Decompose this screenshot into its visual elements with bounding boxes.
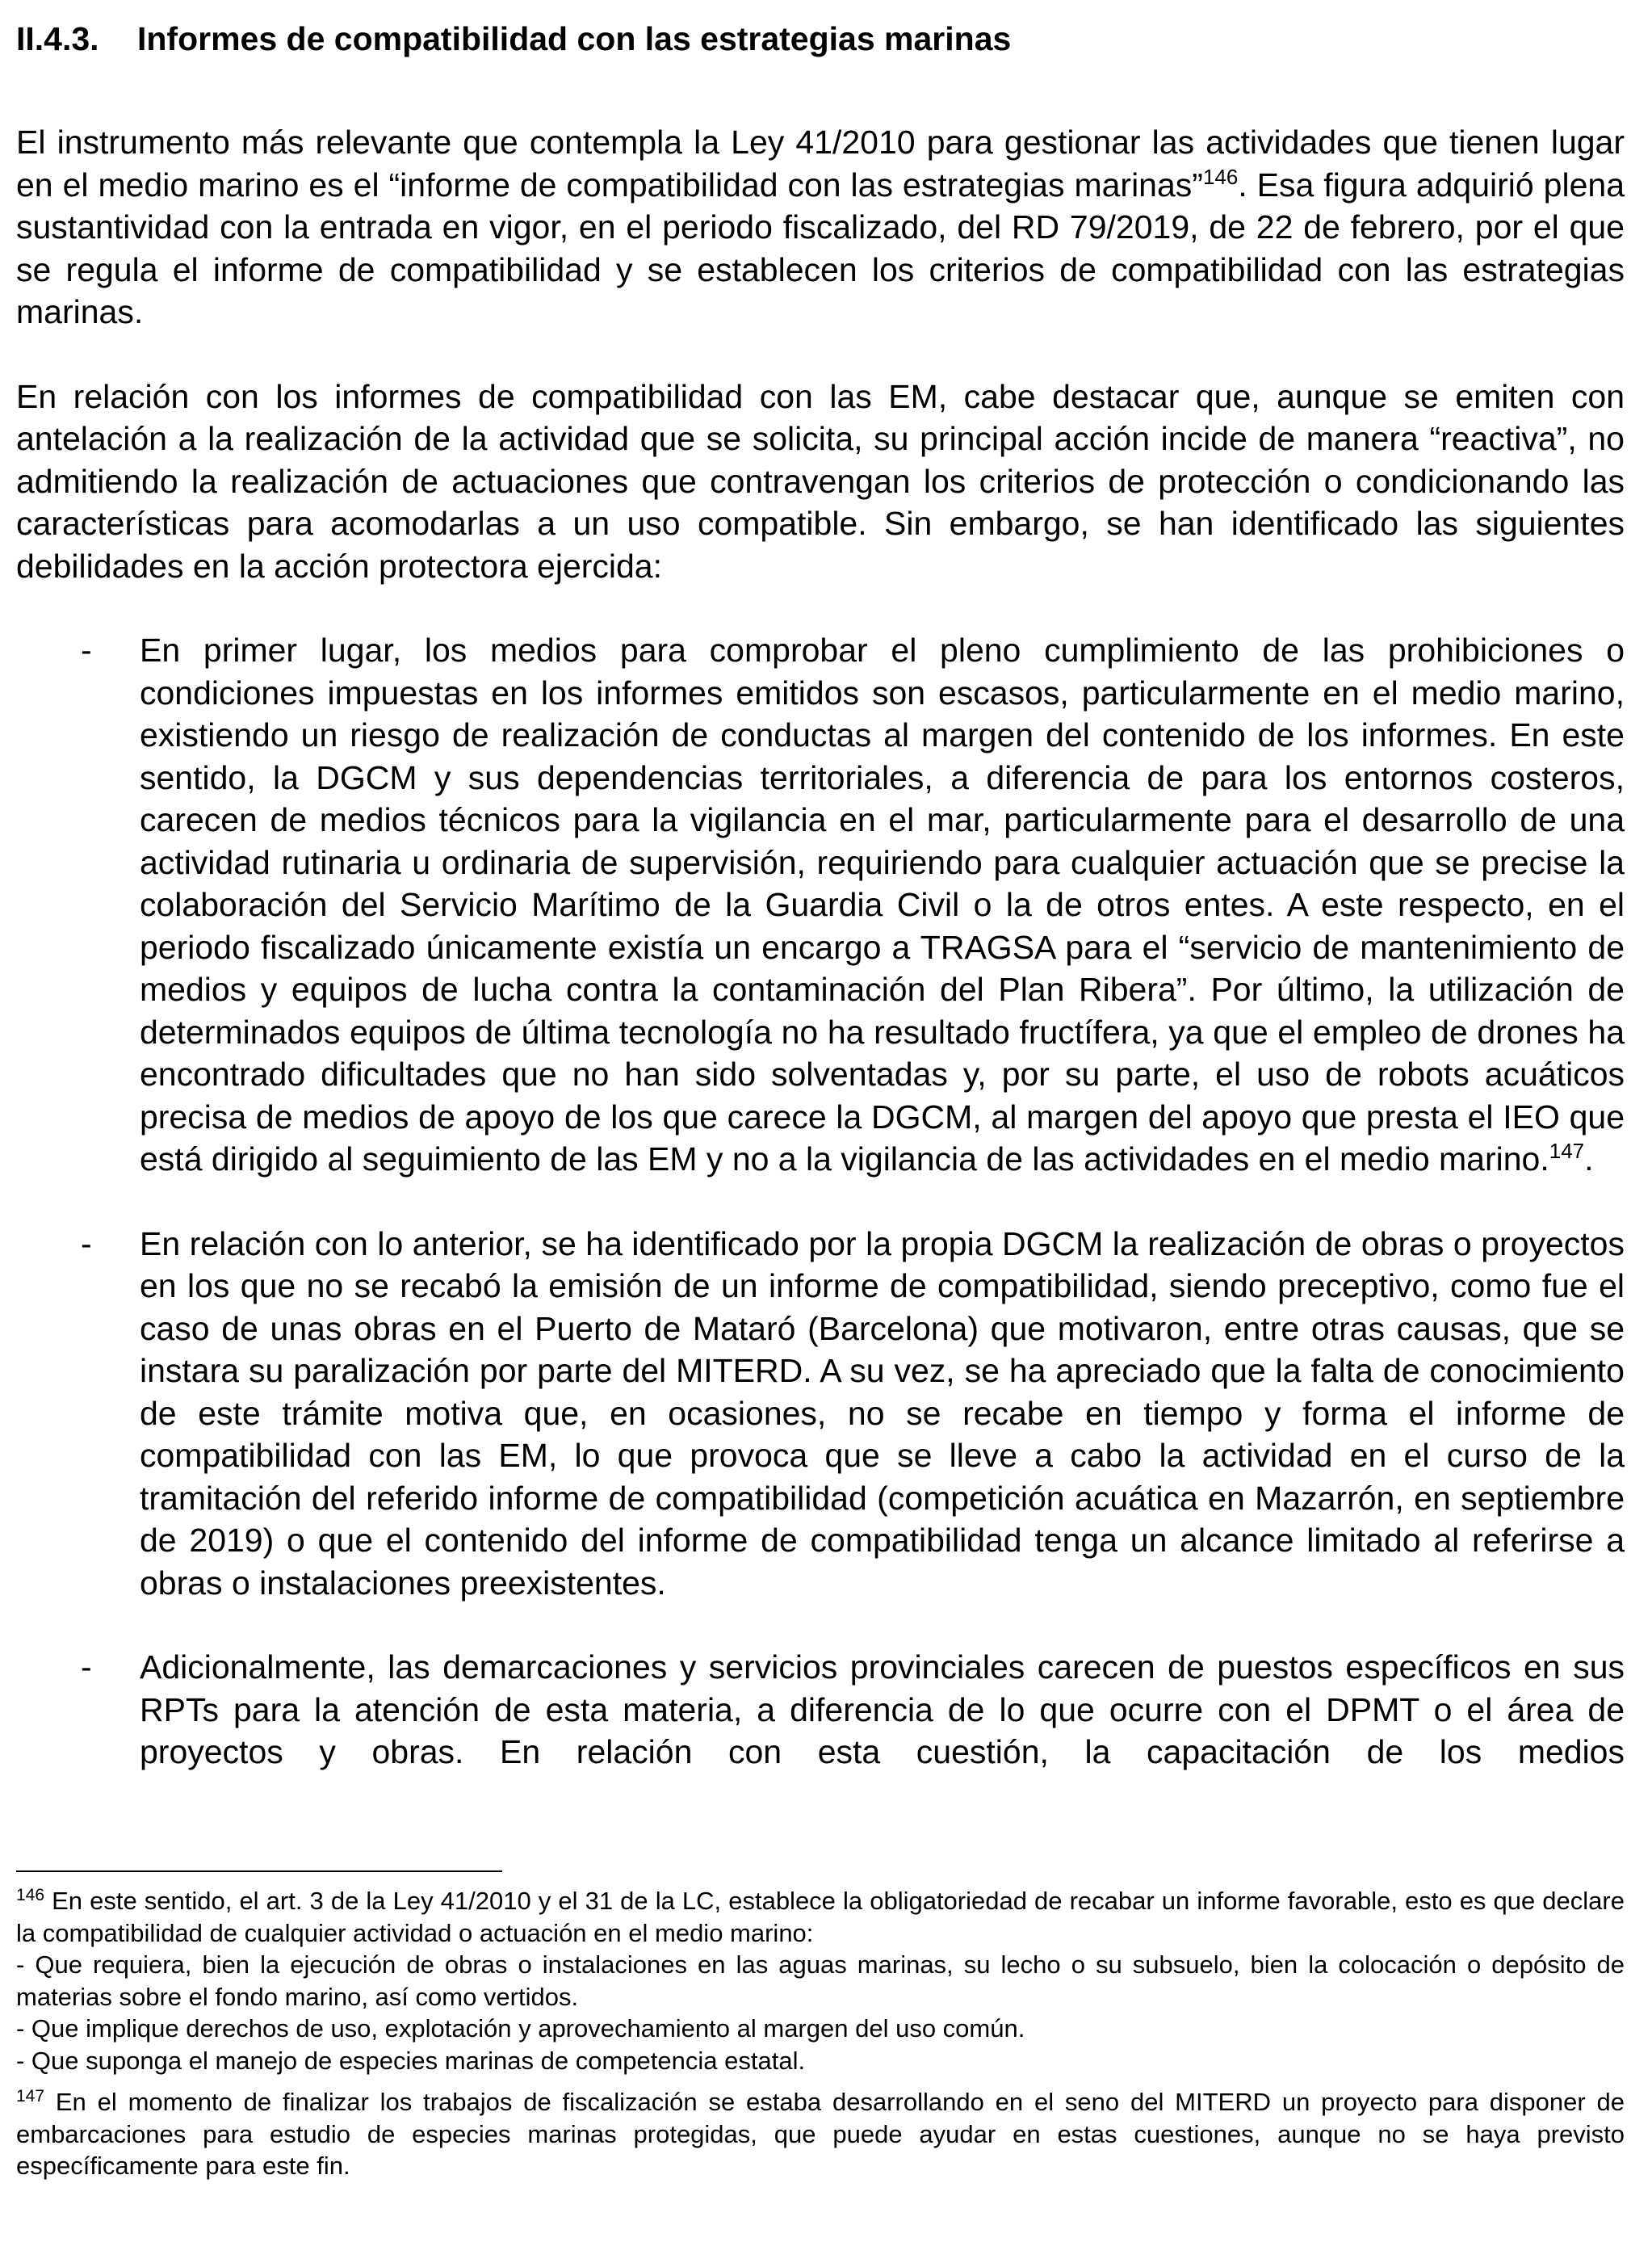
bullet-item-3-text: Adicionalmente, las demarcaciones y servicios provinciales carecen de puestos específicos en sus RPTs para la atención de esta materia, a diferencia de lo que ocurre con el DPMT o el área de proyectos y obras. En relación con esta cuestión, la capacitación de los medios xyxy=(140,1648,1625,1770)
bullet-item-1-text-b: . xyxy=(1584,1140,1594,1178)
footnote-ref-147[interactable]: 147 xyxy=(1549,1139,1585,1163)
footnote-147-text: En el momento de finalizar los trabajos de fiscalización se estaba desarrollando en el seno del MITERD un proyecto para disponer de embarcaciones para estudio de especies marinas protegidas, que puede ayudar en estas cuestiones, aunque no se haya previsto específicamente para este fin. xyxy=(16,2088,1625,2180)
footnote-146 xyxy=(16,1885,1625,1949)
paragraph-2: En relación con los informes de compatibilidad con las EM, cabe destacar que, aunque se emiten con antelación a la realización de la actividad que se solicita, su principal acción incide de manera “reactiva”, no admitiendo la realización de actuaciones que contravengan los criterios de protección o condicionando las características para acomodarlas a un uso compatible. Sin embargo, se han identificado las siguientes debilidades en la acción protectora ejercida: xyxy=(16,377,1625,585)
footnote-146-item-2: - Que implique derechos de uso, explotación y aprovechamiento al margen del uso común. xyxy=(16,2014,1025,2043)
section-number: II.4.3. xyxy=(16,20,99,57)
bullet-item-2-text: En relación con lo anterior, se ha identificado por la propia DGCM la realización de obras o proyectos en los que no se recabó la emisión de un informe de compatibilidad, siendo preceptivo, como fue el caso de unas obras en el Puerto de Mataró (Barcelona) que motivaron, entre otras causas, que se instara su paralización por parte del MITERD. A su vez, se ha apreciado que la falta de conocimiento de este trámite motiva que, en ocasiones, no se recabe en tiempo y forma el informe de compatibilidad con las EM, lo que provoca que se lleve a cabo la actividad en el curso de la tramitación del referido informe de compatibilidad (competición acuática en Mazarrón, en septiembre de 2019) o que el contenido del informe de compatibilidad tenga un alcance limitado al referirse a obras o instalaciones preexistentes. xyxy=(140,1224,1625,1602)
bullet-item-2 xyxy=(16,1223,1625,1605)
footnote-separator xyxy=(16,1870,502,1872)
bullet-marker: - xyxy=(81,1648,92,1686)
paragraph-1-text-a: El instrumento más relevante que contempla la Ley 41/2010 para gestionar las actividades que tienen lugar en el medio marino es el “informe de compatibilidad con las estrategias marinas” xyxy=(16,124,1625,204)
bullet-marker: - xyxy=(81,632,92,669)
paragraph-1 xyxy=(16,121,1625,334)
footnote-ref-146[interactable]: 146 xyxy=(1202,164,1239,189)
bullet-list xyxy=(16,629,1625,1774)
footnote-147 xyxy=(16,2086,1625,2182)
footnote-146-item-1: - Que requiera, bien la ejecución de obras o instalaciones en las aguas marinas, su lecho o su subsuelo, bien la colocación o depósito de materias sobre el fondo marino, así como vertidos. xyxy=(16,1950,1625,2011)
paragraph-1-text-b: . Esa figura adquirió plena sustantividad con la entrada en vigor, en el periodo fiscalizado, del RD 79/2019, de 22 de febrero, por el que se regula el informe de compatibilidad y se establecen los criterios de compatibilidad con las estrategias marinas. xyxy=(16,166,1625,330)
bullet-item-3 xyxy=(16,1646,1625,1774)
bullet-marker: - xyxy=(81,1224,92,1262)
body-text xyxy=(16,121,1625,1816)
footnote-number-146: 146 xyxy=(16,1886,45,1904)
footnotes xyxy=(16,1885,1625,2182)
footnote-146-item-3: - Que suponga el manejo de especies marinas de competencia estatal. xyxy=(16,2046,806,2075)
bullet-item-1 xyxy=(16,629,1625,1181)
section-title: Informes de compatibilidad con las estrategias marinas xyxy=(137,20,1012,57)
footnote-number-147: 147 xyxy=(16,2087,45,2106)
bullet-item-1-text-a: En primer lugar, los medios para comprobar el pleno cumplimiento de las prohibiciones o condiciones impuestas en los informes emitidos son escasos, particularmente en el medio marino, existiendo un riesgo de realización de conductas al margen del contenido de los informes. En este sentido, la DGCM y sus dependencias territoriales, a diferencia de para los entornos costeros, carecen de medios técnicos para la vigilancia en el mar, particularmente para el desarrollo de una actividad rutinaria u ordinaria de supervisión, requiriendo para cualquier actuación que se precise la colaboración del Servicio Marítimo de la Guardia Civil o la de otros entes. A este respecto, en el periodo fiscalizado únicamente existía un encargo a TRAGSA para el “servicio de mantenimiento de medios y equipos de lucha contra la contaminación del Plan Ribera”. Por último, la utilización de determinados equipos de última tecnología no ha resultado fructífera, ya que el empleo de drones ha encontrado dificultades que no han sido solventadas y, por su parte, el uso de robots acuáticos precisa de medios de apoyo de los que carece la DGCM, al margen del apoyo que presta el IEO que está dirigido al seguimiento de las EM y no a la vigilancia de las actividades en el medio marino. xyxy=(140,632,1625,1178)
section-heading xyxy=(16,18,1011,60)
footnote-146-intro: En este sentido, el art. 3 de la Ley 41/2010 y el 31 de la LC, establece la obligatoriedad de recabar un informe favorable, esto es que declare la compatibilidad de cualquier actividad o actuación en el medio marino: xyxy=(16,1887,1625,1947)
